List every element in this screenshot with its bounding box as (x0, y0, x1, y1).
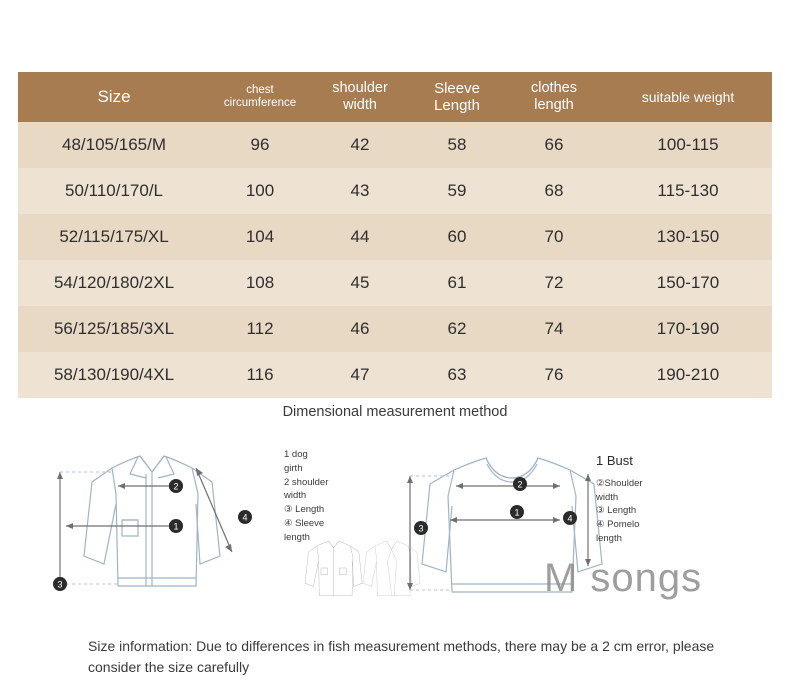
table-row (18, 168, 772, 214)
column-header-sleeve-line1: Sleeve (434, 79, 480, 97)
cell-sleeve: 59 (410, 168, 504, 214)
cell-weight: 190-210 (604, 352, 772, 398)
table-row (18, 352, 772, 398)
cell-shoulder: 45 (310, 260, 410, 306)
cell-clothes: 74 (504, 306, 604, 352)
table-row (18, 214, 772, 260)
cell-weight: 170-190 (604, 306, 772, 352)
svg-text:1: 1 (173, 521, 179, 532)
column-header-shoulder (310, 72, 410, 122)
cell-sleeve: 60 (410, 214, 504, 260)
table-row (18, 260, 772, 306)
column-header-clothes-line2: length (534, 97, 574, 113)
column-header-sleeve (410, 72, 504, 122)
column-header-size: Size (18, 72, 210, 122)
column-header-shoulder-line1: shoulder (332, 80, 388, 97)
cell-shoulder: 47 (310, 352, 410, 398)
legend-left (284, 448, 354, 544)
legend-right (596, 452, 682, 546)
cell-weight: 115-130 (604, 168, 772, 214)
cell-sleeve: 63 (410, 352, 504, 398)
legend-left-line2: girth (284, 462, 303, 474)
legend-left-line3: 2 shoulder (284, 476, 329, 488)
legend-right-line3: width (596, 491, 619, 503)
cell-clothes: 66 (504, 122, 604, 168)
legend-left-line6: ④ Sleeve (284, 517, 325, 529)
cell-sleeve: 58 (410, 122, 504, 168)
column-header-chest-line1: chest (246, 83, 274, 96)
cell-size: 48/105/165/M (18, 122, 210, 168)
cell-shoulder: 46 (310, 306, 410, 352)
legend-right-title: 1 Bust (596, 453, 633, 468)
diagram-caption: Dimensional measurement method (282, 404, 508, 420)
cell-size: 58/130/190/4XL (18, 352, 210, 398)
column-header-sleeve-line2: Length (434, 97, 480, 114)
cell-chest: 96 (210, 122, 310, 168)
table-row (18, 306, 772, 352)
watermark-text: M songs (544, 556, 703, 600)
cell-chest: 116 (210, 352, 310, 398)
legend-right-line5: ④ Pomelo (596, 519, 640, 531)
svg-text:2: 2 (517, 479, 523, 490)
size-table (18, 72, 772, 398)
cell-chest: 108 (210, 260, 310, 306)
cell-clothes: 72 (504, 260, 604, 306)
svg-text:3: 3 (418, 523, 424, 534)
cell-chest: 112 (210, 306, 310, 352)
svg-text:4: 4 (242, 512, 248, 523)
legend-right-line6: length (596, 532, 622, 544)
legend-left-line5: ③ Length (284, 504, 325, 516)
cell-clothes: 76 (504, 352, 604, 398)
column-header-chest (210, 72, 310, 122)
column-header-suitable-weight: suitable weight (604, 72, 772, 122)
cell-shoulder: 43 (310, 168, 410, 214)
column-header-clothes-length (504, 72, 604, 122)
svg-text:4: 4 (567, 513, 573, 524)
cell-size: 54/120/180/2XL (18, 260, 210, 306)
cell-sleeve: 61 (410, 260, 504, 306)
column-header-clothes-line1: clothes (531, 80, 577, 97)
legend-right-line2: ②Shoulder (596, 477, 643, 489)
size-disclaimer-note: Size information: Due to differences in fish measurement methods, there may be a 2 cm error, please consider the size carefully (88, 638, 715, 675)
legend-left-line7: length (284, 531, 310, 543)
cell-weight: 130-150 (604, 214, 772, 260)
cell-size: 50/110/170/L (18, 168, 210, 214)
column-header-shoulder-line2: width (343, 97, 377, 113)
cell-size: 56/125/185/3XL (18, 306, 210, 352)
cell-weight: 150-170 (604, 260, 772, 306)
table-row (18, 122, 772, 168)
cell-shoulder: 44 (310, 214, 410, 260)
cell-shoulder: 42 (310, 122, 410, 168)
cell-clothes: 70 (504, 214, 604, 260)
cell-chest: 100 (210, 168, 310, 214)
svg-text:2: 2 (173, 481, 179, 492)
cell-chest: 104 (210, 214, 310, 260)
cell-clothes: 68 (504, 168, 604, 214)
cell-size: 52/115/175/XL (18, 214, 210, 260)
cell-weight: 100-115 (604, 122, 772, 168)
legend-left-line4: width (284, 490, 307, 502)
column-header-chest-line2: circumference (223, 97, 297, 109)
cell-sleeve: 62 (410, 306, 504, 352)
legend-left-line1: 1 dog (284, 449, 308, 460)
legend-right-line4: ③ Length (596, 505, 637, 517)
table-header-row (18, 72, 772, 122)
svg-text:3: 3 (57, 579, 63, 590)
svg-text:1: 1 (514, 507, 520, 518)
